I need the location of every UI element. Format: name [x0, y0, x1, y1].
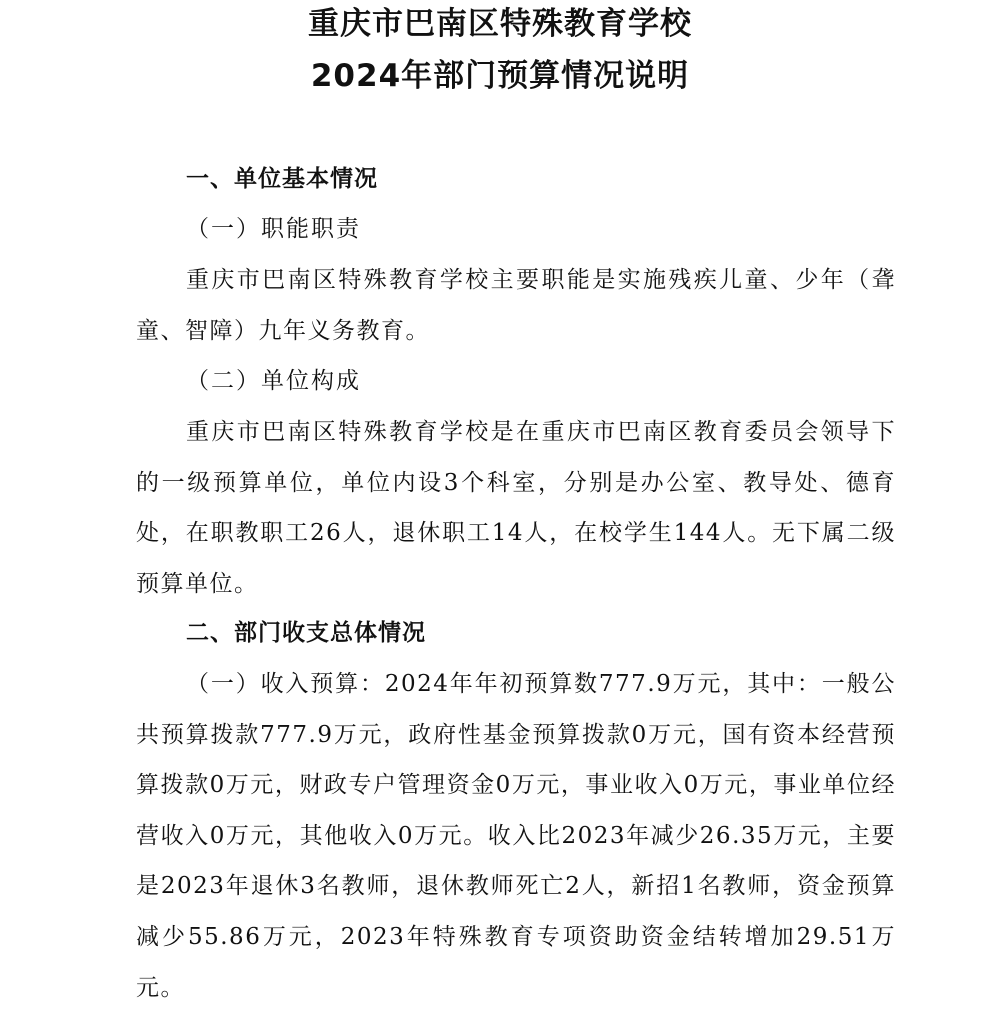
section1-sub1-heading: （一）职能职责 [186, 216, 361, 242]
section2-heading: 二、部门收支总体情况 [186, 620, 426, 646]
document-title-line1: 重庆市巴南区特殊教育学校 [308, 6, 692, 42]
section1-sub2-paragraph: 重庆市巴南区特殊教育学校是在重庆市巴南区教育委员会领导下的一级预算单位，单位内设3个科室，分别是办公室、教导处、德育处，在职教职工26人，退休职工14人，在校学生144人。无下属二级预算单位。 [136, 419, 896, 597]
section1-sub2-heading: （二）单位构成 [186, 368, 361, 394]
document-title-line2: 2024年部门预算情况说明 [310, 58, 690, 94]
income-text: 2024年年初预算数777.9万元，其中：一般公共预算拨款777.9万元，政府性基金预算拨款0万元，国有资本经营预算拨款0万元，财政专户管理资金0万元，事业收入0万元，事业单位经营收入0万元，其他收入0万元。收入比2023年减少26.35万元，主要是2023年退休3名教师，退休教师死亡2人，新招1名教师，资金预算减少55.86万元，2023年特殊教育专项资助资金结转增加29.51万元。 [136, 671, 896, 1001]
income-label: （一）收入预算： [186, 671, 385, 697]
section2-income-paragraph [136, 659, 896, 1013]
section1-heading: 一、单位基本情况 [186, 166, 378, 192]
section1-sub1-paragraph: 重庆市巴南区特殊教育学校主要职能是实施残疾儿童、少年（聋童、智障）九年义务教育。 [136, 267, 896, 344]
